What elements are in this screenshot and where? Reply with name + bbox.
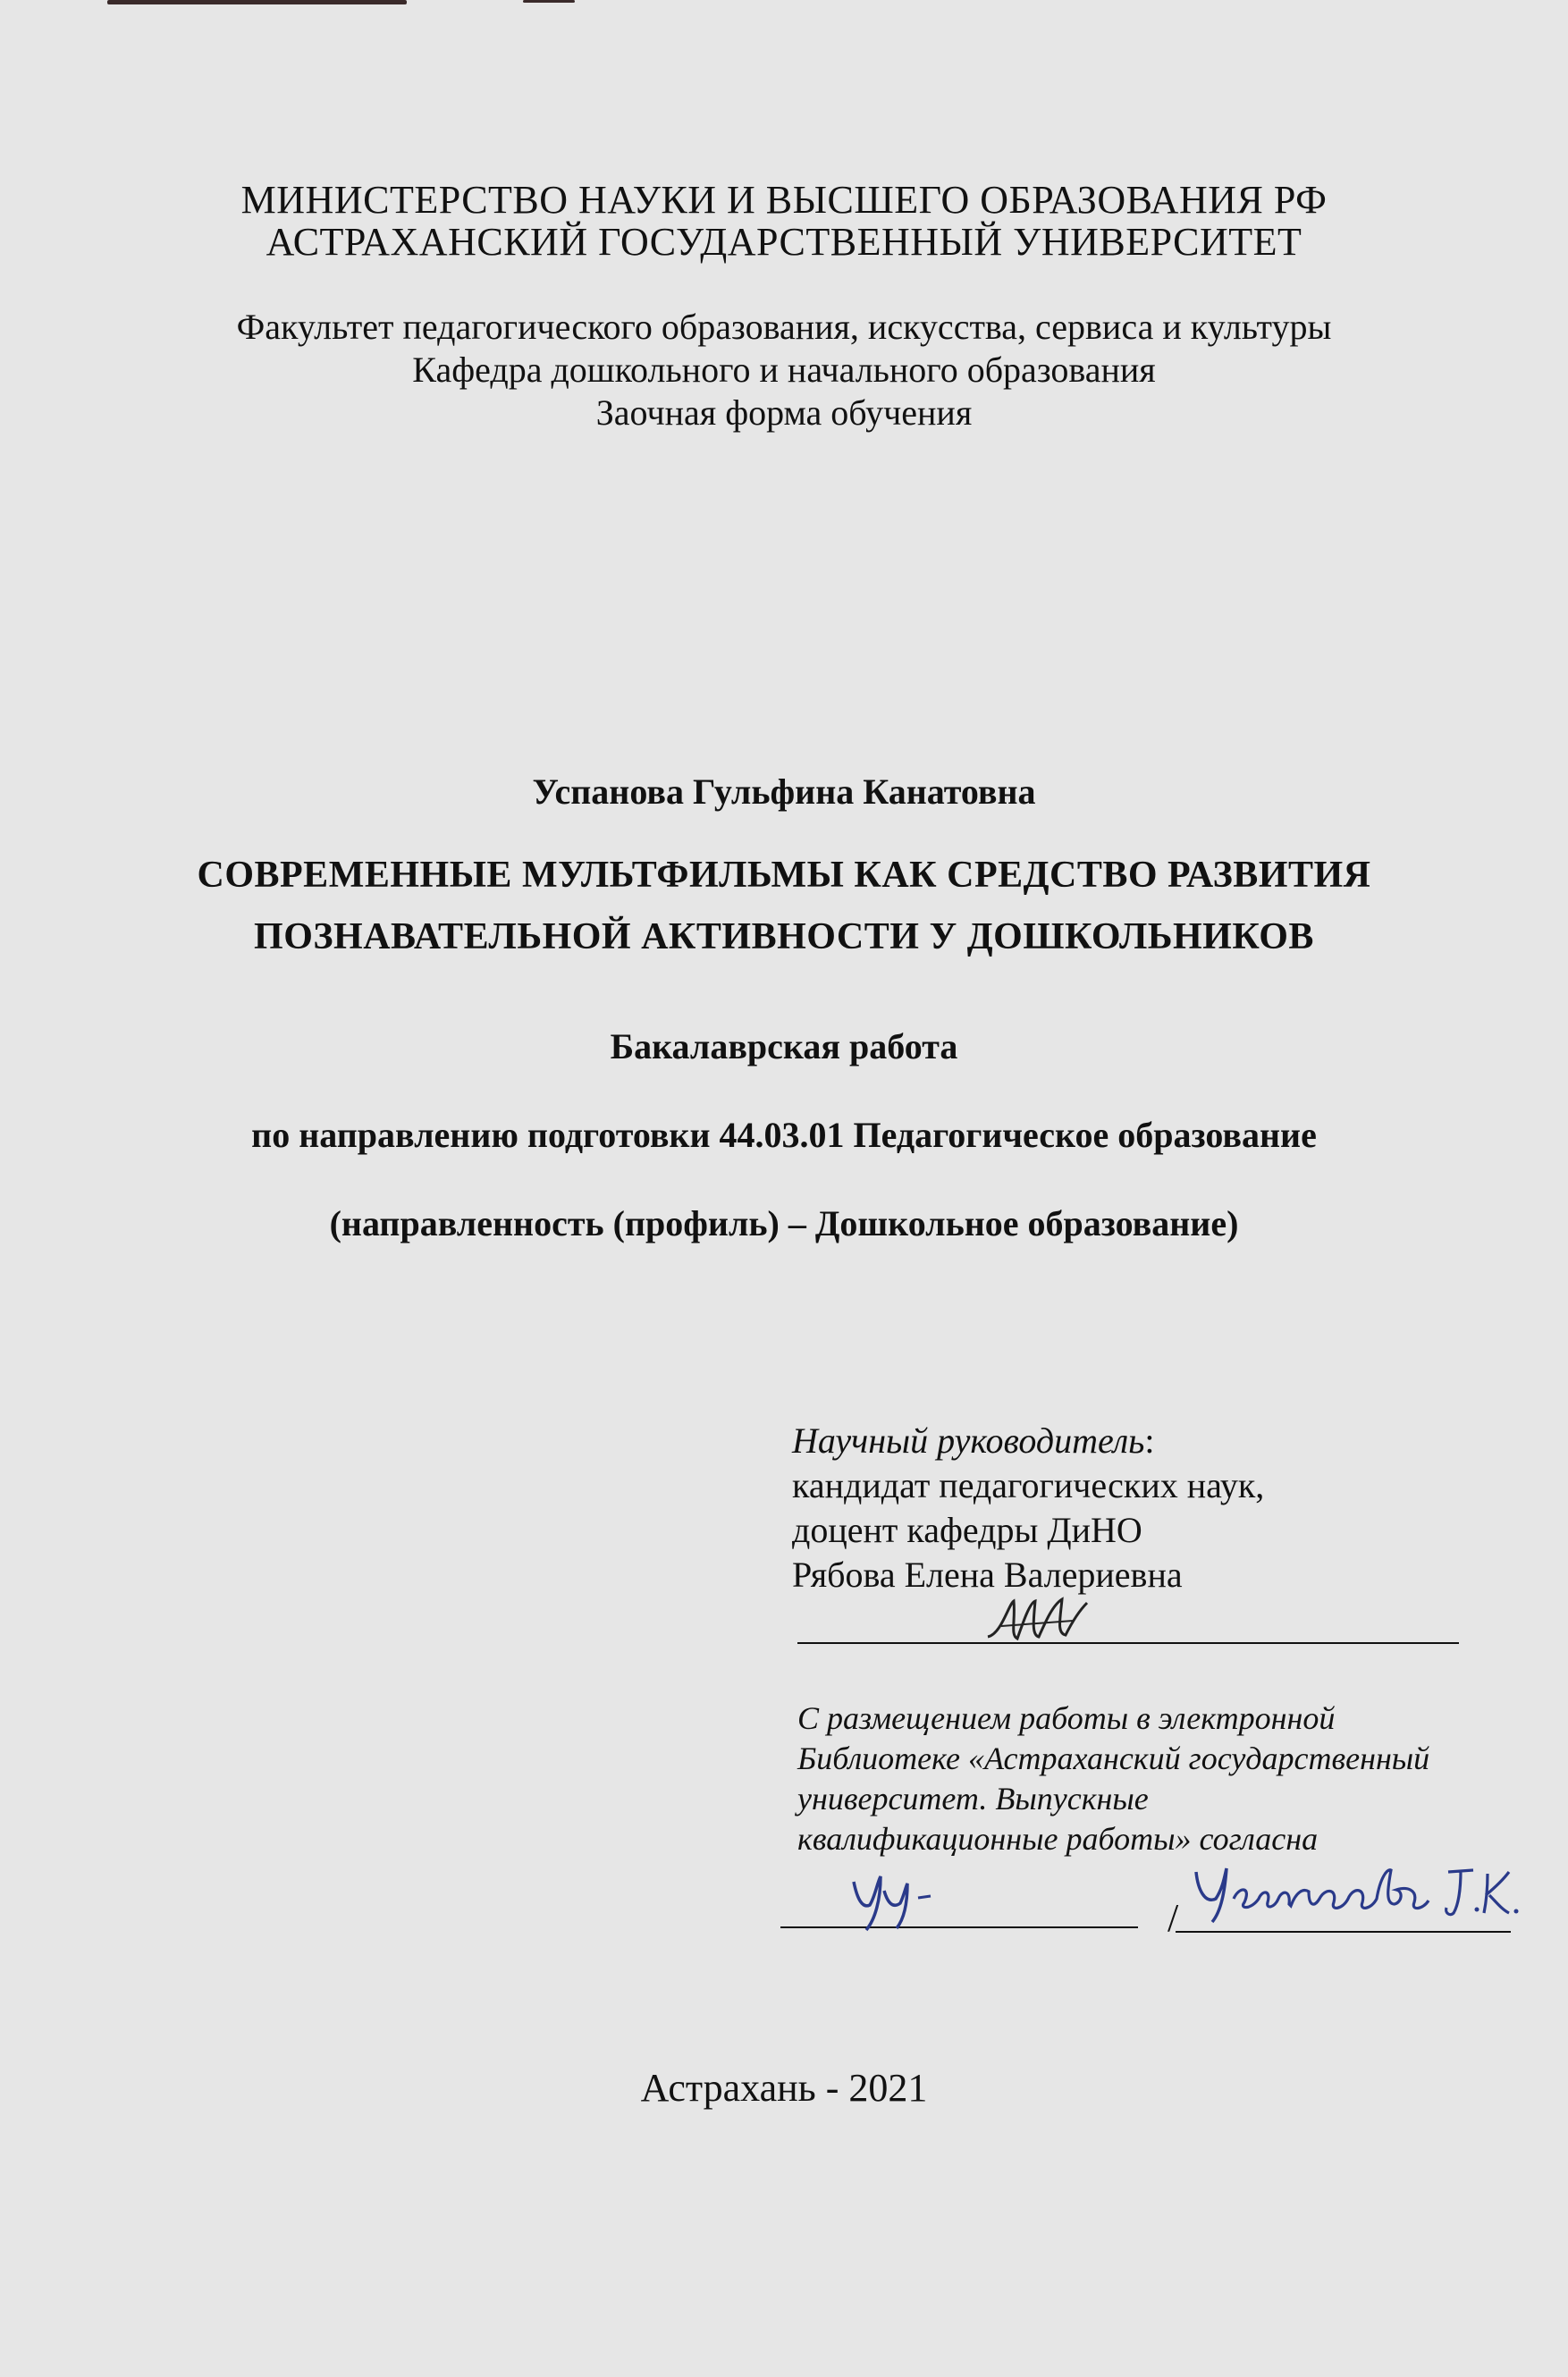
scan-edge-mark bbox=[107, 0, 407, 4]
university-heading: АСТРАХАНСКИЙ ГОСУДАРСТВЕННЫЙ УНИВЕРСИТЕТ bbox=[266, 220, 1302, 264]
ministry-heading: МИНИСТЕРСТВО НАУКИ И ВЫСШЕГО ОБРАЗОВАНИЯ РФ bbox=[240, 178, 1328, 222]
study-profile: (направленность (профиль) – Дошкольное образование) bbox=[329, 1203, 1239, 1243]
study-direction: по направлению подготовки 44.03.01 Педагогическое образование bbox=[251, 1115, 1317, 1155]
supervisor-name: Рябова Елена Валериевна bbox=[792, 1555, 1183, 1595]
scan-edge-mark bbox=[523, 0, 575, 3]
signature-separator: / bbox=[1168, 1896, 1179, 1940]
consent-line-1: С размещением работы в электронной bbox=[797, 1700, 1336, 1736]
supervisor-label-colon: : bbox=[1144, 1420, 1155, 1461]
supervisor-label: Научный руководитель bbox=[792, 1420, 1145, 1461]
chair-line: Кафедра дошкольного и начального образования bbox=[412, 350, 1156, 390]
author-name: Успанова Гульфина Канатовна bbox=[532, 771, 1036, 812]
supervisor-position: доцент кафедры ДиНО bbox=[792, 1510, 1142, 1550]
supervisor-degree: кандидат педагогических наук, bbox=[792, 1465, 1265, 1505]
supervisor-label-line bbox=[792, 1419, 1525, 1463]
student-signature bbox=[845, 1864, 979, 1935]
consent-line-2: Библиотеке «Астраханский государственный bbox=[797, 1741, 1430, 1776]
student-name-signature-line bbox=[1176, 1931, 1511, 1933]
consent-block bbox=[797, 1698, 1513, 1859]
supervisor-block bbox=[792, 1419, 1525, 1597]
supervisor-signature-line bbox=[797, 1642, 1459, 1644]
city-year: Астрахань - 2021 bbox=[640, 2066, 928, 2110]
study-form-line: Заочная форма обучения bbox=[595, 392, 973, 433]
work-type: Бакалаврская работа bbox=[610, 1026, 958, 1066]
consent-line-4: квалификационные работы» согласна bbox=[797, 1821, 1319, 1857]
thesis-title-line-2: ПОЗНАВАТЕЛЬНОЙ АКТИВНОСТИ У ДОШКОЛЬНИКОВ bbox=[254, 916, 1314, 957]
student-name-signature bbox=[1189, 1859, 1529, 1931]
supervisor-signature bbox=[983, 1594, 1091, 1648]
faculty-line: Факультет педагогического образования, искусства, сервиса и культуры bbox=[236, 307, 1332, 347]
thesis-title-line-1: СОВРЕМЕННЫЕ МУЛЬТФИЛЬМЫ КАК СРЕДСТВО РАЗВИТИЯ bbox=[197, 855, 1371, 896]
consent-line-3: университет. Выпускные bbox=[797, 1781, 1149, 1816]
